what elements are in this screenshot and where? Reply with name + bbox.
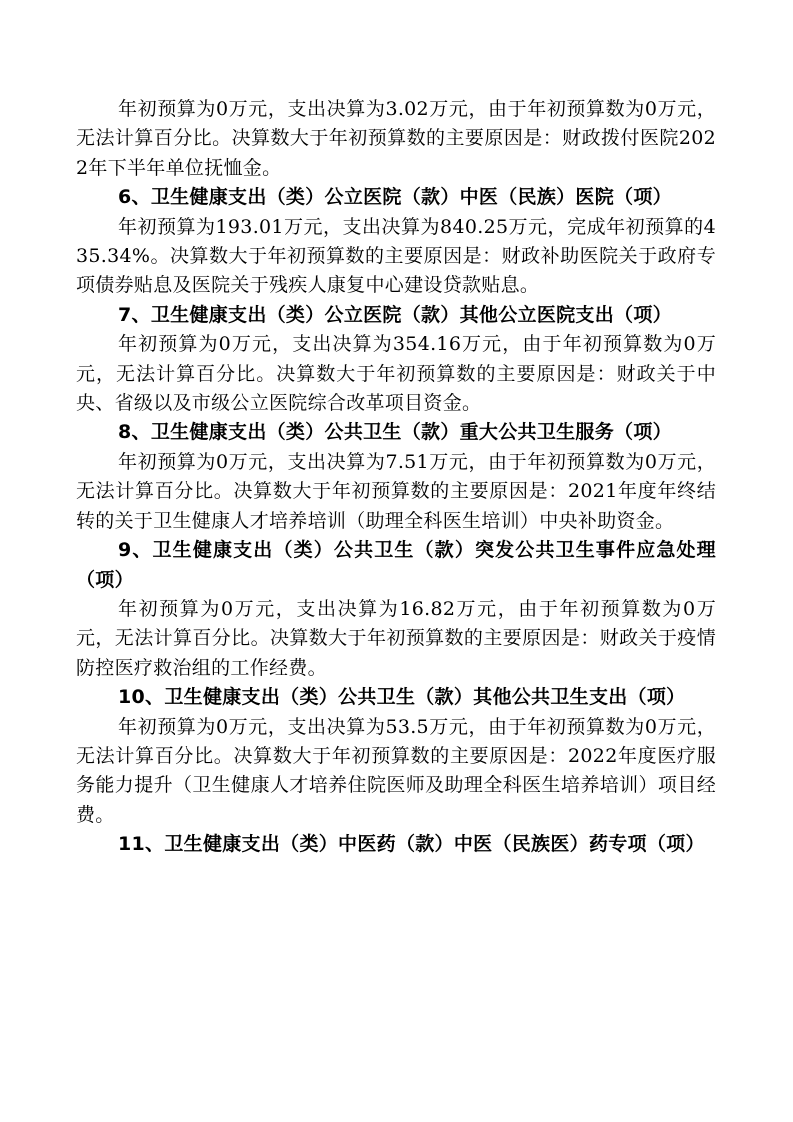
section-heading-8: 8、卫生健康支出（类）公共卫生（款）重大公共卫生服务（项） (118, 421, 672, 444)
section-heading-9: 9、卫生健康支出（类）公共卫生（款）突发公共卫生事件应急处理（项） (76, 539, 716, 591)
paragraph-text: 年初预算为0万元，支出决算为354.16万元，由于年初预算数为0万元，无法计算百分比。决算数大于年初预算数的主要原因是：财政关于中央、省级以及市级公立医院综合改革项目资金。 (76, 333, 716, 415)
section-heading-10: 10、卫生健康支出（类）公共卫生（款）其他公共卫生支出（项） (118, 686, 686, 709)
section-heading-7: 7、卫生健康支出（类）公立医院（款）其他公立医院支出（项） (118, 303, 672, 326)
paragraph-text: 年初预算为0万元，支出决算为7.51万元，由于年初预算数为0万元，无法计算百分比。决算数大于年初预算数的主要原因是：2021年度年终结转的关于卫生健康人才培养培训（助理全科医生培训）中央补助资金。 (76, 450, 716, 532)
paragraph-text: 年初预算为0万元，支出决算为3.02万元，由于年初预算数为0万元，无法计算百分比。决算数大于年初预算数的主要原因是：财政拨付医院2022年下半年单位抚恤金。 (76, 98, 716, 179)
section-heading-11: 11、卫生健康支出（类）中医药（款）中医（民族医）药专项（项） (118, 833, 705, 856)
document-body (76, 95, 716, 860)
paragraph-text: 年初预算为193.01万元，支出决算为840.25万元，完成年初预算的435.34%。决算数大于年初预算数的主要原因是：财政补助医院关于政府专项债券贴息及医院关于残疾人康复中心建设贷款贴息。 (76, 215, 716, 297)
paragraph-text: 年初预算为0万元，支出决算为53.5万元，由于年初预算数为0万元，无法计算百分比。决算数大于年初预算数的主要原因是：2022年度医疗服务能力提升（卫生健康人才培养住院医师及助理全科医生培养培训）项目经费。 (76, 715, 716, 826)
section-heading-6: 6、卫生健康支出（类）公立医院（款）中医（民族）医院（项） (118, 186, 672, 209)
paragraph-text: 年初预算为0万元，支出决算为16.82万元，由于年初预算数为0万元，无法计算百分比。决算数大于年初预算数的主要原因是：财政关于疫情防控医疗救治组的工作经费。 (76, 597, 716, 679)
